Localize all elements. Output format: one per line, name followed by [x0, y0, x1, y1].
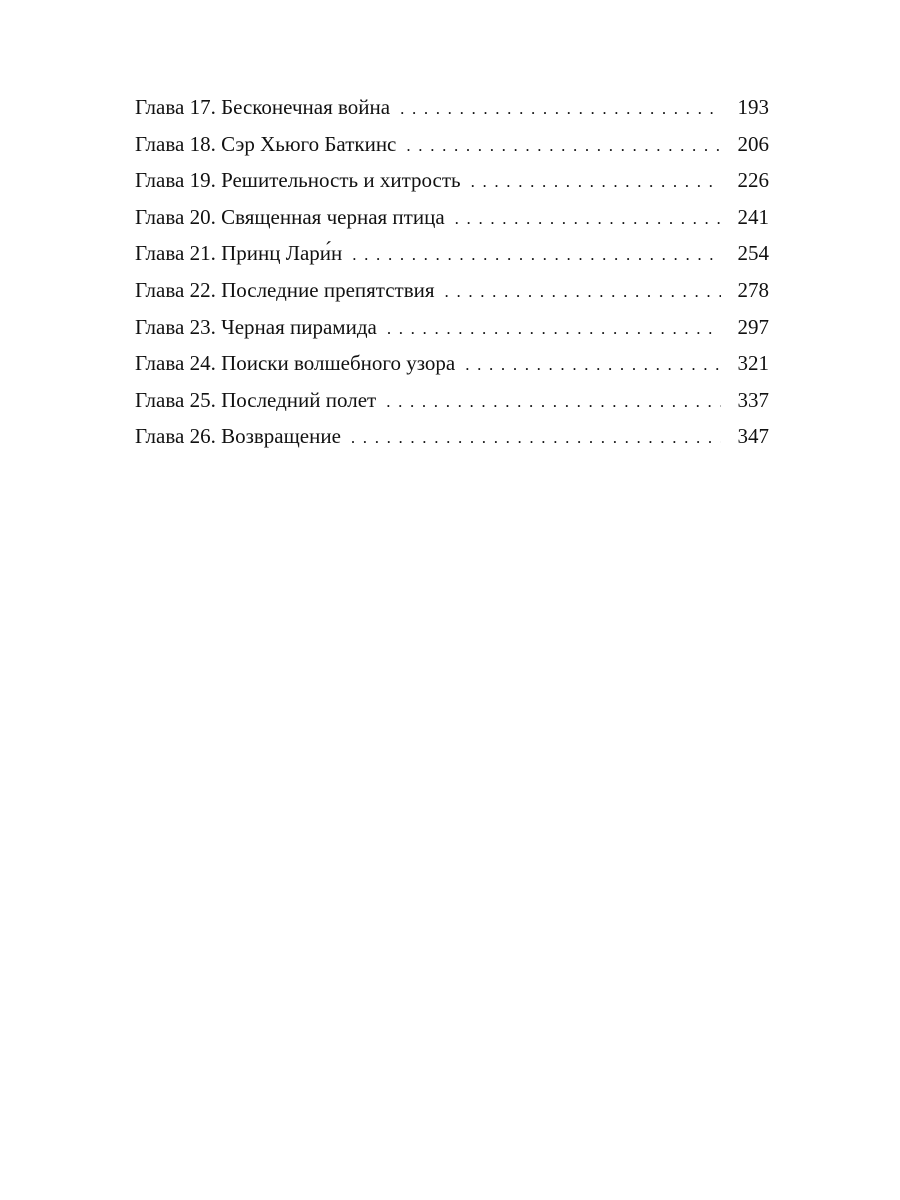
table-of-contents	[135, 89, 769, 455]
toc-entry-page: 337	[737, 387, 769, 412]
toc-entry-17	[135, 89, 769, 126]
toc-entry-21	[135, 235, 769, 272]
toc-entry-page: 321	[737, 351, 769, 376]
toc-entry-page: 254	[737, 241, 769, 266]
dot-leader	[386, 384, 721, 421]
dot-leader	[387, 311, 721, 348]
toc-entry-page: 241	[737, 204, 769, 229]
toc-entry-title: Глава 17. Бесконечная война	[135, 95, 391, 119]
toc-entry-title: Глава 20. Священная черная птица	[135, 204, 445, 229]
toc-entry-title: Глава 23. Черная пирамида	[135, 314, 377, 339]
toc-entry-26	[135, 418, 769, 455]
toc-entry-page: 297	[737, 314, 769, 339]
toc-entry-22	[135, 272, 769, 309]
toc-entry-20	[135, 199, 769, 236]
toc-entry-title: Глава 21. Принц Лари́н	[135, 241, 343, 266]
dot-leader	[455, 201, 721, 238]
toc-entry-title: Глава 22. Последние препятствия	[135, 277, 435, 302]
toc-entry-title: Глава 26. Возвращение	[135, 424, 341, 449]
toc-entry-page: 226	[737, 168, 769, 193]
toc-entry-page: 347	[737, 424, 769, 449]
dot-leader	[445, 274, 721, 311]
dot-leader	[406, 128, 721, 165]
toc-entry-page: 206	[737, 131, 769, 156]
toc-entry-page: 278	[737, 277, 769, 302]
dot-leader	[351, 420, 721, 457]
toc-entry-title: Глава 24. Поиски волшебного узора	[135, 351, 456, 376]
toc-entry-18	[135, 126, 769, 163]
dot-leader	[352, 237, 721, 274]
dot-leader	[465, 347, 721, 384]
toc-entry-25	[135, 382, 769, 419]
toc-entry-title: Глава 25. Последний полет	[135, 387, 377, 412]
toc-entry-title: Глава 19. Решительность и хитрость	[135, 168, 461, 193]
toc-entry-title: Глава 18. Сэр Хьюго Баткинс	[135, 131, 397, 156]
toc-entry-19	[135, 162, 769, 199]
dot-leader	[400, 91, 721, 128]
toc-entry-24	[135, 345, 769, 382]
toc-entry-23	[135, 309, 769, 346]
toc-entry-page: 193	[737, 95, 769, 119]
dot-leader	[471, 164, 721, 201]
